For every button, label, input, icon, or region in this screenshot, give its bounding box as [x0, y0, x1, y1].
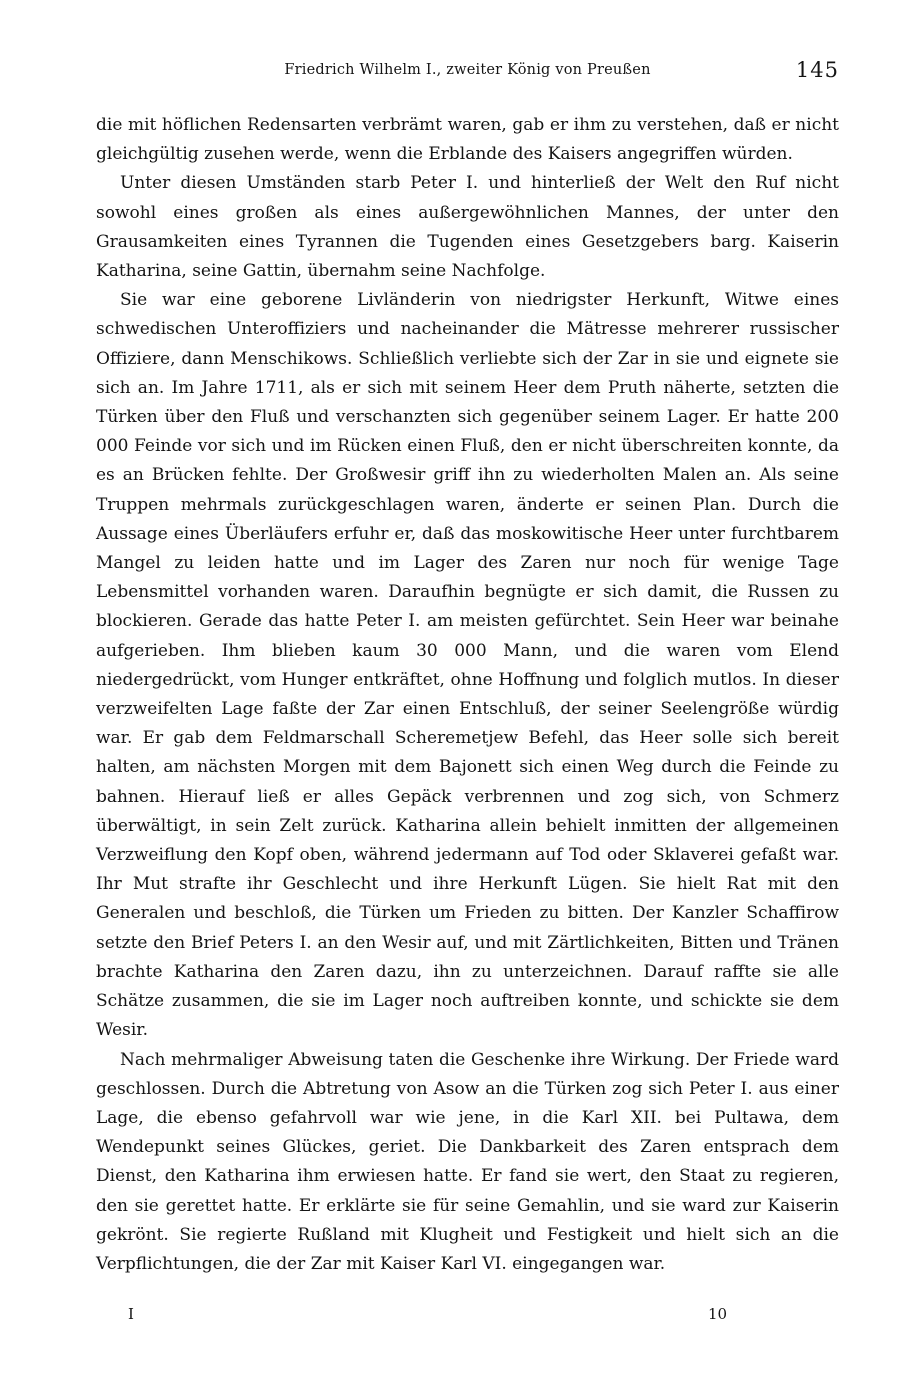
paragraph-continuation: die mit höflichen Redensarten verbrämt waren, gab er ihm zu verstehen, daß er nicht gleichgültig zusehen werde, wenn die Erblande des Kaisers angegriffen würden. — [96, 115, 839, 165]
sheet-number: 10 — [708, 1305, 728, 1323]
signature-mark: I — [128, 1305, 134, 1323]
running-title: Friedrich Wilhelm I., zweiter König von Preußen — [284, 62, 651, 78]
paragraph-katharina-origin: Sie war eine geborene Livländerin von niedrigster Herkunft, Witwe eines schwedischen Unteroffiziers und nacheinander die Mätresse mehrerer russischer Offiziere, dann Menschikows. Schließlich verliebte sich der Zar in sie und eignete sie sich an. Im Jahre 1711, als er sich mit seinem Heer dem Pruth näherte, setzten die Türken über den Fluß und verschanzten sich gegenüber seinem Lager. Er hatte 200 000 Feinde vor sich und im Rücken einen Fluß, den er nicht überschreiten konnte, da es an Brücken fehlte. Der Großwesir griff ihn zu wiederholten Malen an. Als seine Truppen mehrmals zurückgeschlagen waren, änderte er seinen Plan. Durch die Aussage eines Überläufers erfuhr er, daß das moskowitische Heer unter furchtbarem Mangel zu leiden hatte und im Lager des Zaren nur noch für wenige Tage Lebensmittel vorhanden waren. Daraufhin begnügte er sich damit, die Russen zu blockieren. Gerade das hatte Peter I. am meisten gefürchtet. Sein Heer war beinahe aufgerieben. Ihm blieben kaum 30 000 Mann, und die waren vom Elend niedergedrückt, vom Hunger entkräftet, ohne Hoffnung und folglich mutlos. In dieser verzweifelten Lage faßte der Zar einen Entschluß, der seiner Seelengröße würdig war. Er gab dem Feldmarschall Scheremetjew Befehl, das Heer solle sich bereit halten, am nächsten Morgen mit dem Bajonett sich einen Weg durch die Feinde zu bahnen. Hierauf ließ er alles Gepäck verbrennen und zog sich, von Schmerz überwältigt, in sein Zelt zurück. Katharina allein behielt inmitten der allgemeinen Verzweiflung den Kopf oben, während jedermann auf Tod oder Sklaverei gefaßt war. Ihr Mut strafte ihr Geschlecht und ihre Herkunft Lügen. Sie hielt Rat mit den Generalen und beschloß, die Türken um Frieden zu bitten. Der Kanzler Schaffirow setzte den Brief Peters I. an den Wesir auf, und mit Zärtlichkeiten, Bitten und Tränen brachte Katharina den Zaren dazu, ihn zu unterzeichnen. Darauf raffte sie alle Schätze zusammen, die sie im Lager noch auftreiben konnte, und schickte sie dem Wesir. — [96, 290, 839, 1041]
page-number: 145 — [795, 58, 839, 82]
page-footer — [128, 1305, 728, 1329]
body-text — [96, 111, 839, 1279]
running-head — [96, 58, 839, 88]
paragraph-peter-death: Unter diesen Umständen starb Peter I. und hinterließ der Welt den Ruf nicht sowohl eines großen als eines außergewöhnlichen Mannes, der unter den Grausamkeiten eines Tyrannen die Tugenden eines Gesetzgebers barg. Kaiserin Katharina, seine Gattin, übernahm seine Nachfolge. — [96, 173, 839, 282]
paragraph-peace: Nach mehrmaliger Abweisung taten die Geschenke ihre Wirkung. Der Friede ward geschlossen. Durch die Abtretung von Asow an die Türken zog sich Peter I. aus einer Lage, die ebenso gefahrvoll war wie jene, in die Karl XII. bei Pultawa, dem Wendepunkt seines Glückes, geriet. Die Dankbarkeit des Zaren entsprach dem Dienst, den Katharina ihm erwiesen hatte. Er fand sie wert, den Staat zu regieren, den sie gerettet hatte. Er erklärte sie für seine Gemahlin, und sie ward zur Kaiserin gekrönt. Sie regierte Rußland mit Klugheit und Festigkeit und hielt sich an die Verpflichtungen, die der Zar mit Kaiser Karl VI. eingegangen war. — [96, 1049, 839, 1274]
